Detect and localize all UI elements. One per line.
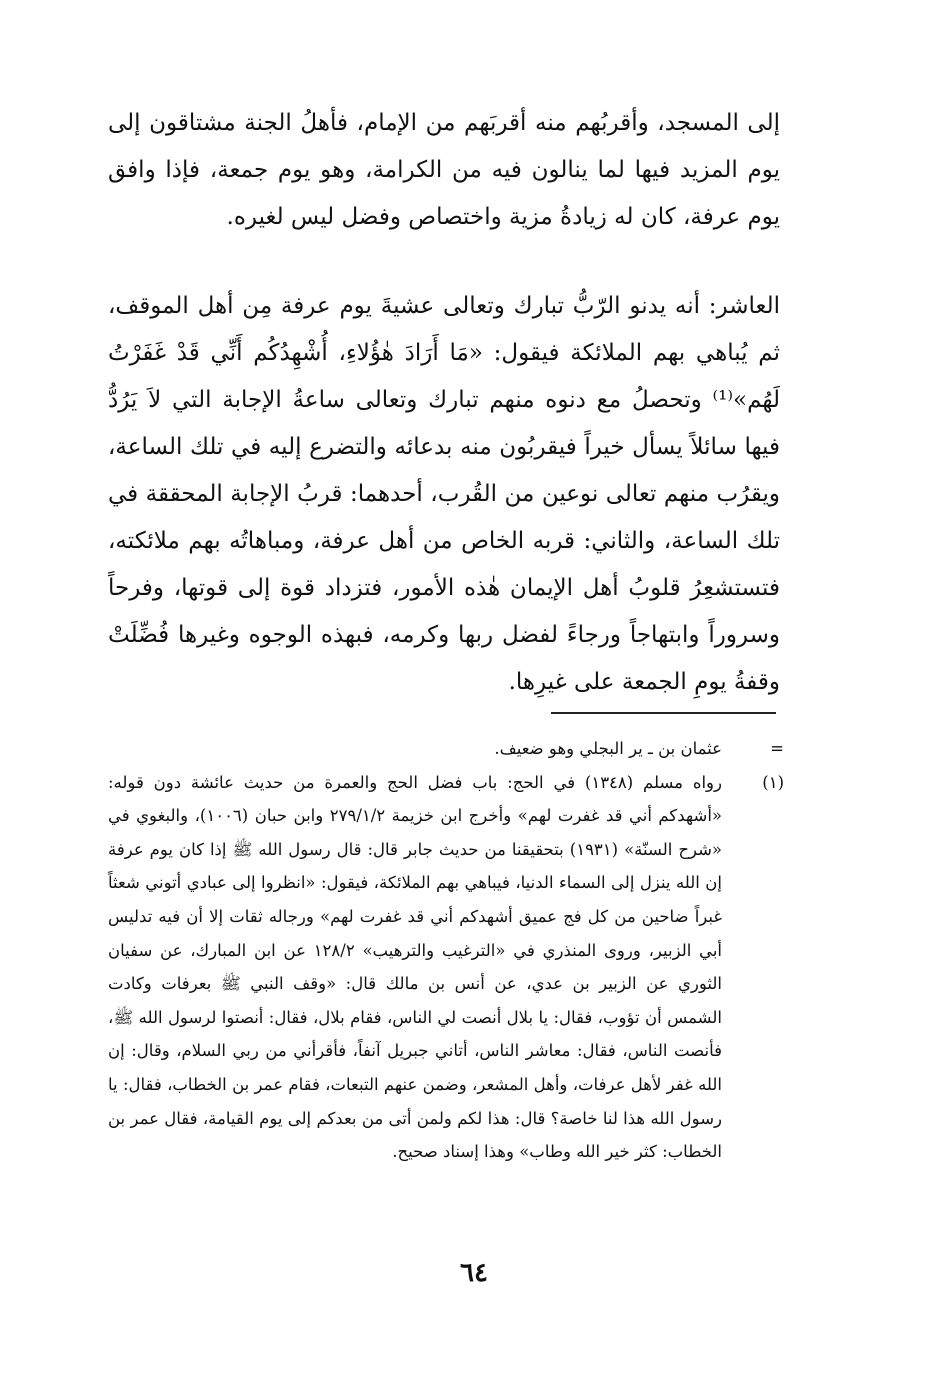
page-number: ٦٤ — [460, 1258, 488, 1288]
footnote-1-mark: (١) — [762, 772, 784, 792]
footnote-separator — [551, 712, 776, 714]
footnote-continuation-text: عثمان بن ـ ير البجلي وهو ضعيف. — [494, 739, 722, 758]
footnote-continuation — [108, 732, 784, 766]
main-paragraph-1: إلى المسجد، وأقربُهم منه أقربَهم من الإمام، فأهلُ الجنة مشتاقون إلى يوم المزيد فيها لما ينالون فيه من الكرامة، وهو يوم جمعة، فإذا وافق يوم عرفة، كان له زيادةُ مزية واختصاص وفضل ليس لغيره. — [108, 110, 780, 230]
footnote-continuation-mark: = — [770, 739, 784, 758]
footnote-1-text: رواه مسلم (١٣٤٨) في الحج: باب فضل الحج والعمرة من حديث عائشة دون قوله: «أشهدكم أني قد غفرت لهم» وأخرج ابن خزيمة ٢٧٩/١/٢ وابن حبان (١٠٠٦)، والبغوي في «شرح السنّة» (١٩٣١) بتحقيقنا من حديث جابر قال: قال رسول الله ﷺ إذا كان يوم عرفة إن الله ينزل إلى السماء الدنيا، فيباهي بهم الملائكة، فيقول: «انظروا إلى عبادي أتوني شعثاً غبراً ضاحين من كل فج عميق أشهدكم أني قد غفرت لهم» ورجاله ثقات إلا أن فيه تدليس أبي الزبير، وروى المنذري في «الترغيب والترهيب» ١٢٨/٢ عن ابن المبارك، عن سفيان الثوري عن الزبير بن عدي، عن أنس بن مالك قال: «وقف النبي ﷺ بعرفات وكادت الشمس أن تؤوب، فقال: يا بلال أنصت لي الناس، فقام بلال، فقال: أنصتوا لرسول الله ﷺ، فأنصت الناس، فقال: معاشر الناس، أتاني جبريل آنفاً، فأقرأني من ربي السلام، وقال: إن الله غفر لأهل عرفات، وأهل المشعر، وضمن عنهم التبعات، فقام عمر بن الخطاب، فقال: يا رسول الله هذا لنا خاصة؟ قال: هذا لكم ولمن أتى من بعدكم إلى يوم القيامة، فقال عمر بن الخطاب: كثر خير الله وطاب» وهذا إسناد صحيح. — [108, 772, 723, 1162]
main-text-block — [108, 100, 780, 706]
footnotes-block — [108, 732, 784, 1169]
main-paragraph-2: العاشر: أنه يدنو الرّبُّ تبارك وتعالى عشيةَ يوم عرفة مِن أهل الموقف، ثم يُباهي بهم الملائكة فيقول: «مَا أَرَادَ هٰؤُلاءِ، أُشْهِدُكُم أَنِّي قَدْ غَفَرْتُ لَهُم»⁽¹⁾ وتحصلُ مع دنوه منهم تبارك وتعالى ساعةُ الإجابة التي لاَ يَرُدُّ فيها سائلاً يسأل خيراً فيقربُون منه بدعائه والتضرع إليه في تلك الساعة، ويقرُب منهم تعالى نوعين من القُرب، أحدهما: قربُ الإجابة المحققة في تلك الساعة، والثاني: قربه الخاص من أهل عرفة، ومباهاتُه بهم ملائكته، فتستشعِرُ قلوبُ أهل الإيمان هٰذه الأمور، فتزداد قوة إلى قوتها، وفرحاً وسروراً وابتهاجاً ورجاءً لفضل ربها وكرمه، فبهذه الوجوه وغيرها فُضِّلَتْ وقفةُ يومِ الجمعة على غيرِها. — [108, 293, 780, 695]
footnote-1 — [108, 766, 784, 1169]
